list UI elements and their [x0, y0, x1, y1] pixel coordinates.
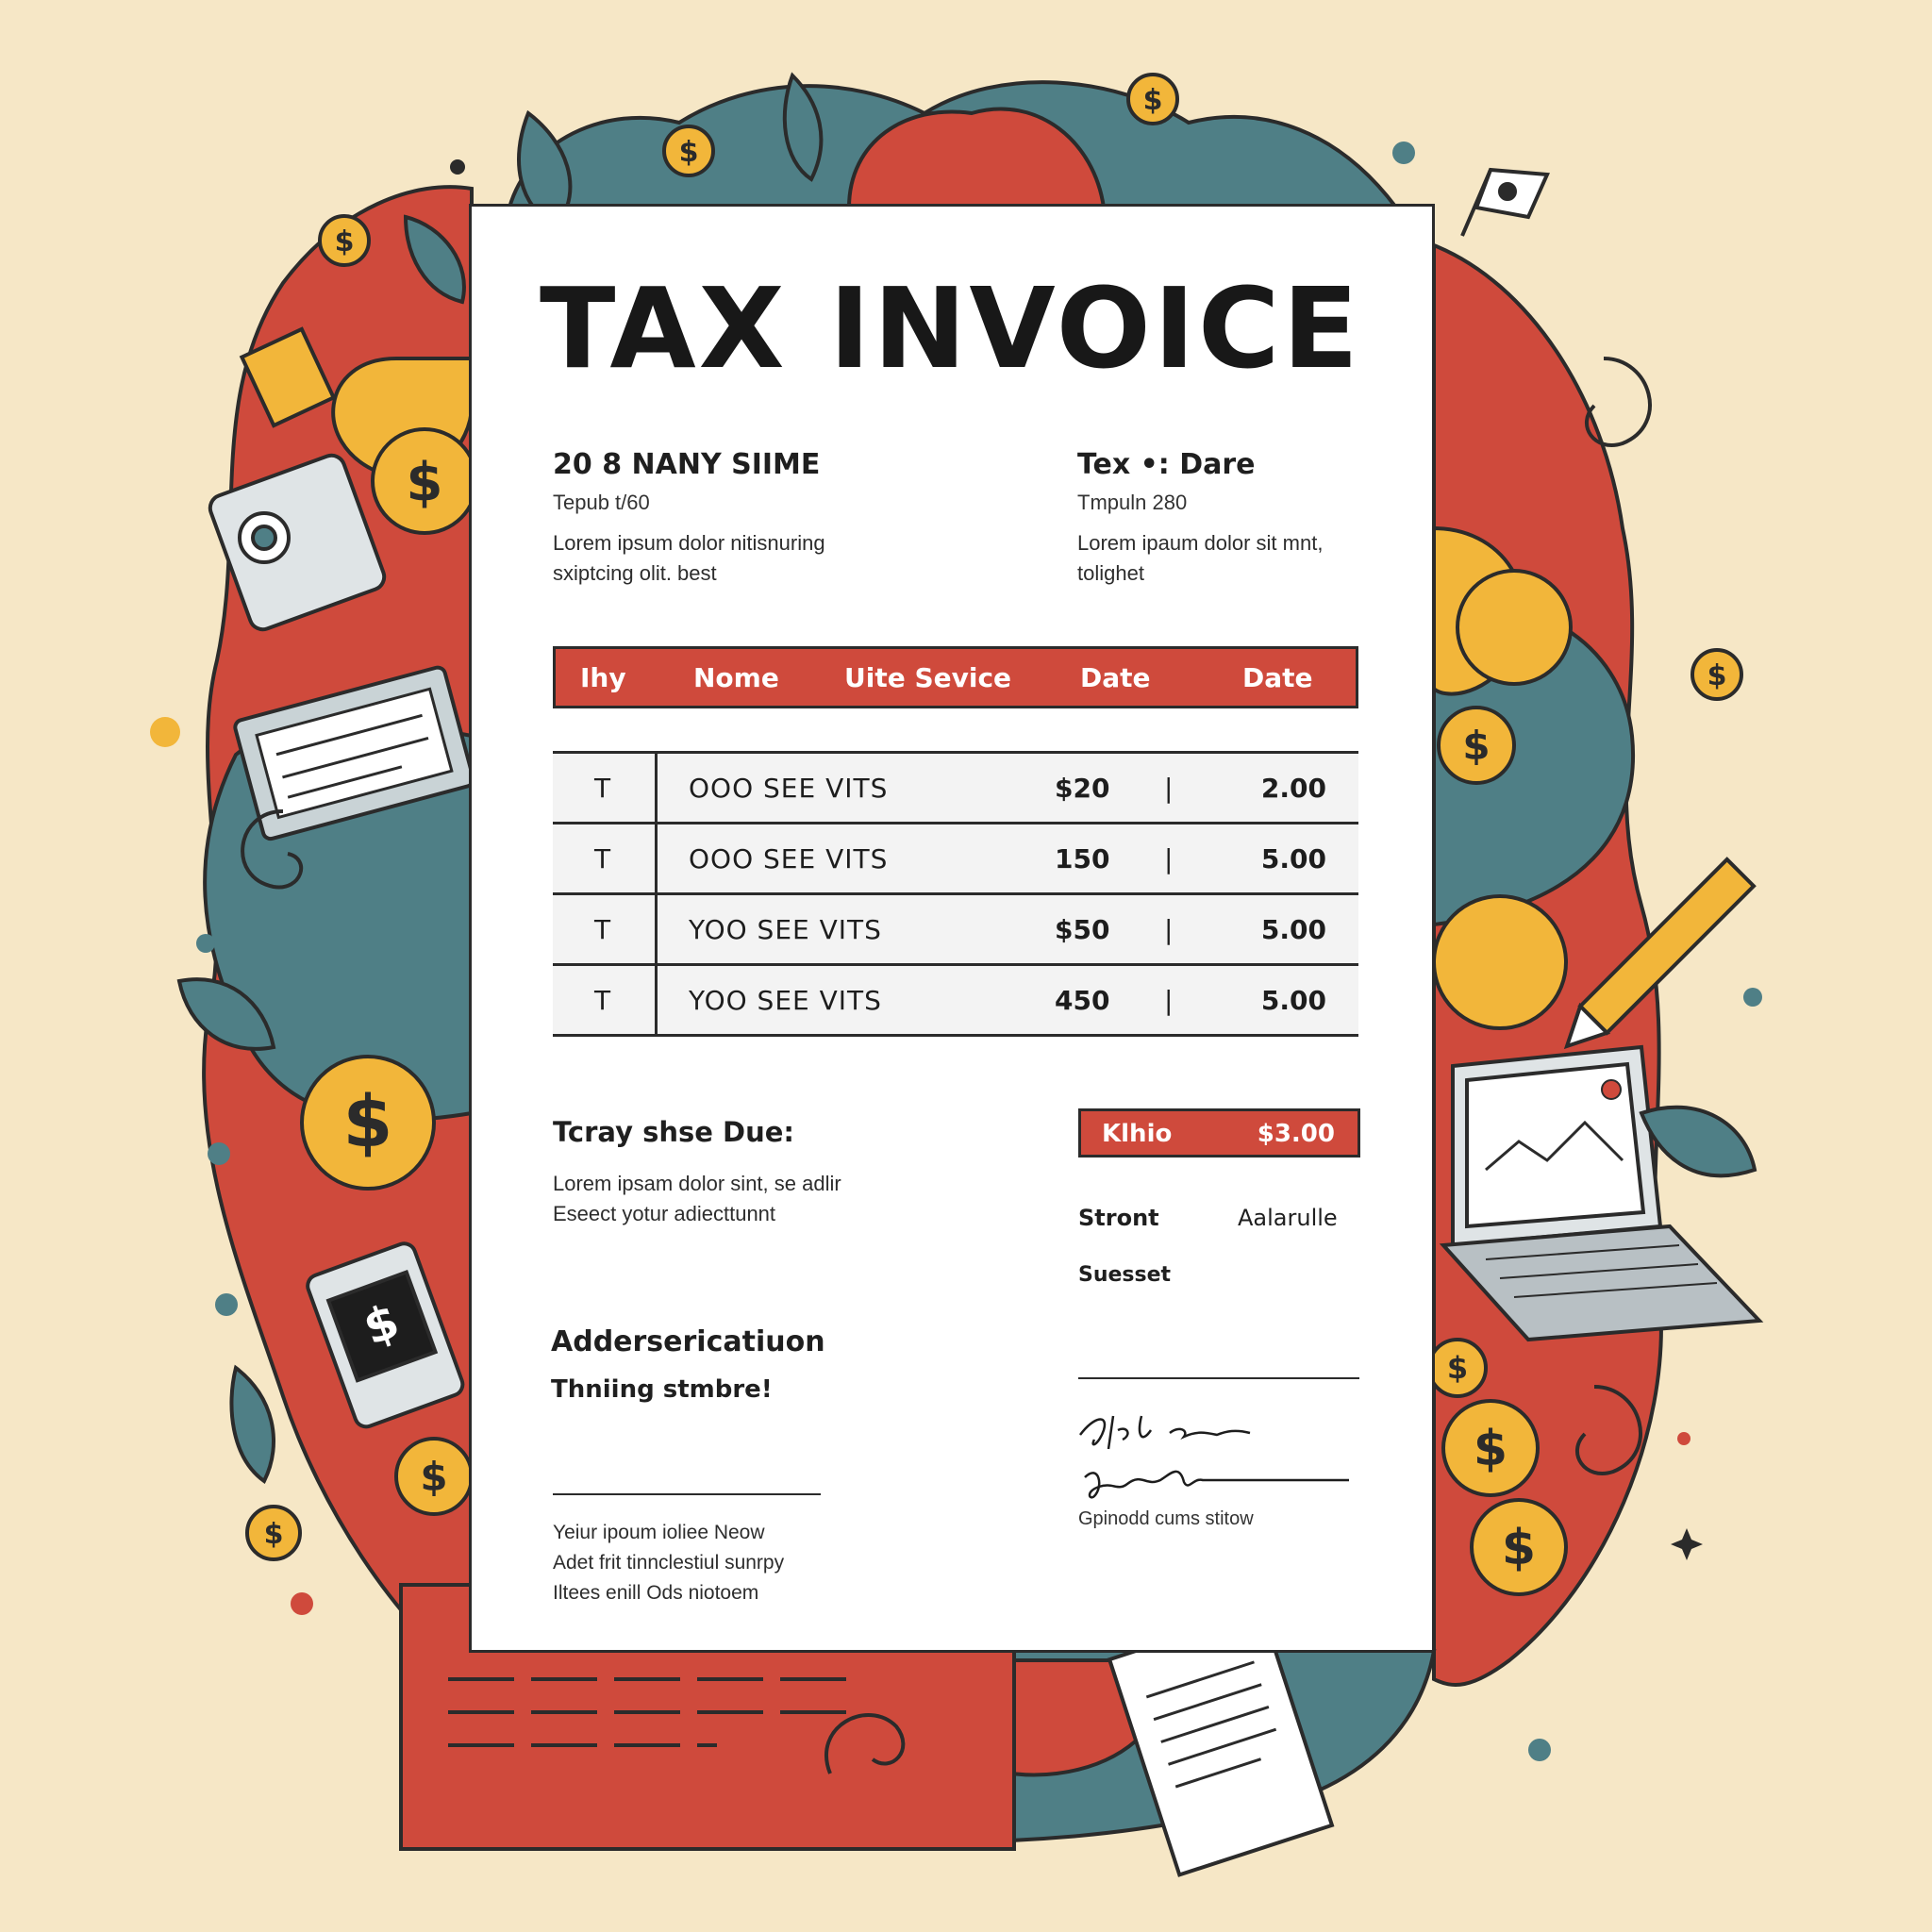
coin-icon [1472, 1500, 1566, 1594]
svg-text:$: $ [420, 1454, 448, 1500]
svg-text:$: $ [356, 1292, 407, 1357]
coin-icon [1434, 896, 1566, 1028]
to-sub: Tmpuln 280 [1077, 491, 1188, 514]
to-body-line1: Lorem ipaum dolor sit mnt, [1077, 531, 1324, 555]
due-body-line2: Eseect yotur adiecttunnt [553, 1202, 776, 1225]
svg-text:$: $ [334, 225, 355, 258]
coin-icon [1429, 1340, 1486, 1396]
signature-caption: Gpinodd cums stitow [1078, 1508, 1254, 1529]
svg-text:$: $ [406, 452, 443, 513]
svg-text:$: $ [263, 1518, 284, 1551]
cell: $20 [1055, 773, 1110, 804]
column-header: Nome [693, 662, 779, 693]
coin-icon [1128, 75, 1177, 124]
footer-block [553, 1518, 784, 1608]
cell: 150 [1055, 843, 1110, 874]
coin-icon [396, 1439, 472, 1514]
cell: | [1164, 914, 1174, 945]
cell: 5.00 [1260, 843, 1326, 874]
svg-text:$: $ [1473, 1421, 1508, 1477]
cell: T [594, 843, 611, 874]
svg-text:$: $ [342, 1079, 393, 1163]
column-header: Date [1080, 662, 1151, 693]
due-block [553, 1116, 841, 1229]
leaf-icon [231, 1368, 274, 1481]
coin-icon [373, 429, 476, 533]
svg-text:$: $ [678, 136, 699, 169]
from-sub: Tepub t/60 [553, 491, 650, 514]
summary-value1: Aalarulle [1238, 1205, 1338, 1231]
cell: | [1164, 985, 1174, 1016]
signature-line [1078, 1377, 1359, 1379]
to-heading: Tex •: Dare [1077, 448, 1256, 481]
leaf-icon [1641, 1108, 1755, 1176]
svg-text:$: $ [1142, 84, 1163, 117]
footer-line [553, 1493, 821, 1495]
flag-icon [1462, 170, 1547, 236]
total-label: Klhio [1102, 1120, 1173, 1148]
table-row [553, 754, 1358, 824]
coin-icon [1443, 1401, 1538, 1495]
column-header: Ihy [580, 662, 626, 693]
from-body-line1: Lorem ipsum dolor nitisnuring [553, 531, 825, 555]
table-header [553, 646, 1358, 708]
coin-icon [1457, 571, 1571, 684]
svg-text:$: $ [1707, 659, 1727, 692]
cell: T [594, 773, 611, 804]
svg-text:$: $ [1446, 1350, 1469, 1386]
cell: YOO SEE VITS [689, 914, 882, 945]
footer-line1: Yeiur ipoum ioliee Neow [553, 1522, 765, 1543]
signature-scribble [1075, 1397, 1358, 1520]
footer-line2: Adet frit tinnclestiul sunrpy [553, 1552, 785, 1574]
due-body-line1: Lorem ipsam dolor sint, se adlir [553, 1172, 841, 1195]
cell: $50 [1055, 914, 1110, 945]
laptop-icon [1443, 1047, 1759, 1340]
cell: OOO SEE VITS [689, 773, 889, 804]
coin-icon [1439, 708, 1514, 783]
invoice-sheet [469, 204, 1435, 1653]
cell: T [594, 914, 611, 945]
coin-icon [247, 1507, 300, 1559]
footer-line3: Iltees enill Ods niotoem [553, 1582, 759, 1604]
cell: 2.00 [1260, 773, 1326, 804]
svg-text:$: $ [1462, 723, 1491, 769]
from-body-line2: sxiptcing olit. best [553, 561, 717, 585]
due-heading: Tcray shse Due: [553, 1116, 795, 1148]
cell: T [594, 985, 611, 1016]
table-row [553, 824, 1358, 895]
to-body-line2: tolighet [1077, 561, 1144, 585]
cell: YOO SEE VITS [689, 985, 882, 1016]
coin-icon [320, 216, 369, 265]
total-due-box [1078, 1108, 1360, 1158]
note-subheading: Thniing stmbre! [551, 1375, 773, 1404]
column-header: Date [1242, 662, 1313, 693]
table-row [553, 895, 1358, 966]
invoice-title: TAX INVOICE [540, 263, 1362, 393]
summary-label2: Suesset [1078, 1263, 1172, 1287]
summary-label1: Stront [1078, 1205, 1159, 1231]
svg-text:$: $ [1501, 1520, 1537, 1576]
line-items-table [553, 751, 1358, 1037]
from-heading: 20 8 NANY SIIME [553, 448, 821, 481]
coin-icon [1692, 650, 1741, 699]
cell: 5.00 [1260, 914, 1326, 945]
note-block [551, 1325, 825, 1404]
cell: | [1164, 773, 1174, 804]
cell: 450 [1055, 985, 1110, 1016]
table-row [553, 966, 1358, 1037]
cell: 5.00 [1260, 985, 1326, 1016]
total-amount: $3.00 [1257, 1120, 1335, 1148]
cell: OOO SEE VITS [689, 843, 889, 874]
coin-icon [664, 126, 713, 175]
note-heading: Addersericatiuon [551, 1325, 825, 1358]
to-block [1077, 448, 1323, 589]
from-block [553, 448, 825, 589]
cell: | [1164, 843, 1174, 874]
coin-icon [302, 1057, 434, 1189]
column-header: Uite Sevice [844, 662, 1012, 693]
